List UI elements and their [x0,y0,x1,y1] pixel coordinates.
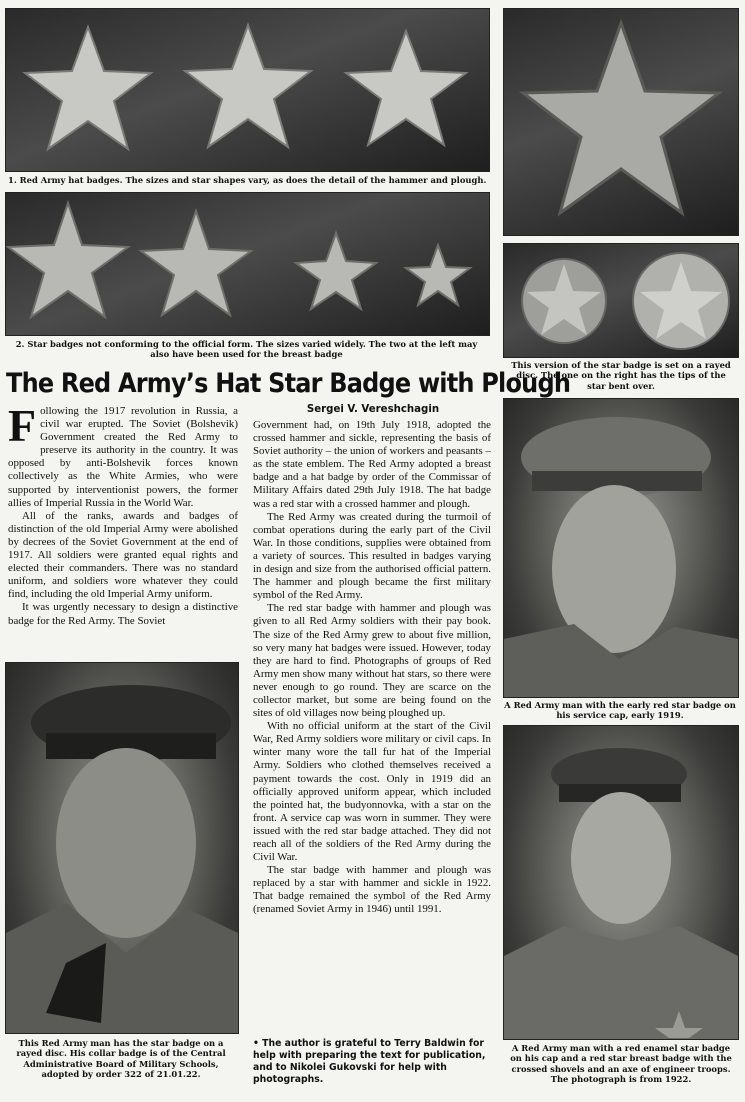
acknowledgement: • The author is grateful to Terry Baldwin for help with preparing the text for publication, and to Nikolei Gukovski for help with photographs. [253,1038,486,1085]
caption-fig1: 1. Red Army hat badges. The sizes and star shapes vary, as does the detail of the hammer and plough. [8,175,487,185]
photo-portrait-rayed-disc [5,662,239,1034]
paragraph-3: It was urgently necessary to design a distinctive badge for the Red Army. The Soviet [8,601,238,627]
soldier-1919-image [504,399,738,697]
caption-portrait-left: This Red Army man has the star badge on a rayed disc. His collar badge is of the Central Administrative Board of Military Schools, adopted by order 322 of 21.01.22. [16,1038,226,1080]
caption-rayed: This version of the star badge is set on a rayed disc. The one on the right has the tips of the star bent over. [511,360,731,391]
photo-portrait-1919 [503,398,739,698]
star-badges-row-image [6,193,489,335]
paragraph-8: The star badge with hammer and plough was replaced by a star with hammer and sickle in 1922. That badge remained the symbol of the Red Army (renamed Soviet Army in 1946) until 1991. [253,864,491,916]
caption-portrait-1922: A Red Army man with a red enamel star badge on his cap and a red star breast badge with the crossed shovels and an axe of engineer troops. The photograph is from 1922. [510,1043,732,1085]
paragraph-1: Following the 1917 revolution in Russia, a civil war erupted. The Soviet (Bolshevik) Government created the Red Army to preserve its authority in the country. It was opposed by anti-Bolshevik forces known collectively as the White Armies, who were supported by interventionist powers, the former allies of Imperial Russia in the World War. [8,400,238,509]
caption-portrait-1919: A Red Army man with the early red star badge on his service cap, early 1919. [504,700,736,721]
photo-hat-badges [5,8,490,172]
paragraph-2: All of the ranks, awards and badges of distinction of the old Imperial Army were abolished by decrees of the Soviet Government at the end of 1917. All soldiers were granted equal rights and elected their commanders. There was no standard uniform, and soldiers wore whatever they could find, including the old Imperial Army uniform. [8,509,238,601]
photo-rayed-badges [503,243,739,358]
paragraph-4: Government had, on 19th July 1918, adopted the crossed hammer and sickle, representing the basis of Soviet authority – the union of workers and peasants – as the state emblem. The Red Army adopted a breast badge and a hat badge by order of the Commissar of Military Affairs dated 29th July 1918. The hat badge was a red star with a crossed hammer and plough. [253,419,491,510]
star-badges-image [6,9,489,171]
paragraph-6: The red star badge with hammer and plough was given to all Red Army soldiers with their pay book. The size of the Red Army grew to about five million, so very many hat badges were issued. However, today they are hard to find. Photographs of groups of Red Army men show many without hat stars, so there were never enough to go round. They are scarce on the collector market, but some are being found on the sites of old villages now being ploughed up. [253,602,491,720]
drop-cap: F [8,400,37,451]
paragraph-5: The Red Army was created during the turmoil of combat operations during the early part of the Civil War. In those conditions, supplies were obtained from a variety of sources. This resulted in badges varying in design and size from the authorised official pattern. The hammer and plough became the first military symbol of the Red Army. [253,510,491,602]
rayed-badges-image [504,244,738,357]
photo-star-badges [5,192,490,336]
large-star-badge-image [504,9,738,235]
article-column-2 [253,419,491,917]
caption-fig2: 2. Star badges not conforming to the official form. The sizes varied widely. The two at the left may also have been used for the breast badge [15,339,478,360]
article-column-1 [8,400,238,628]
photo-portrait-1922 [503,725,739,1040]
paragraph-7: With no official uniform at the start of the Civil War, Red Army soldiers wore military or civil caps. In winter many wore the tall fur hat of the Imperial Army. Soldiers who clothed themselves received a payment towards the cost. Only in 1919 did an officially approved uniform appear, which included the pointed hat, the budyonnovka, with a star on the front. A service cap was worn in summer. They were issued with the red star badge attached. They did not reach all of the soldiers of the Red Army during the Civil War. [253,720,491,864]
article-author: Sergei V. Vereshchagin [306,404,440,415]
article-title: The Red Army’s Hat Star Badge with Plough [6,367,571,399]
soldier-1922-image [504,726,738,1039]
soldier-portrait-image [6,663,238,1033]
photo-large-star-badge [503,8,739,236]
